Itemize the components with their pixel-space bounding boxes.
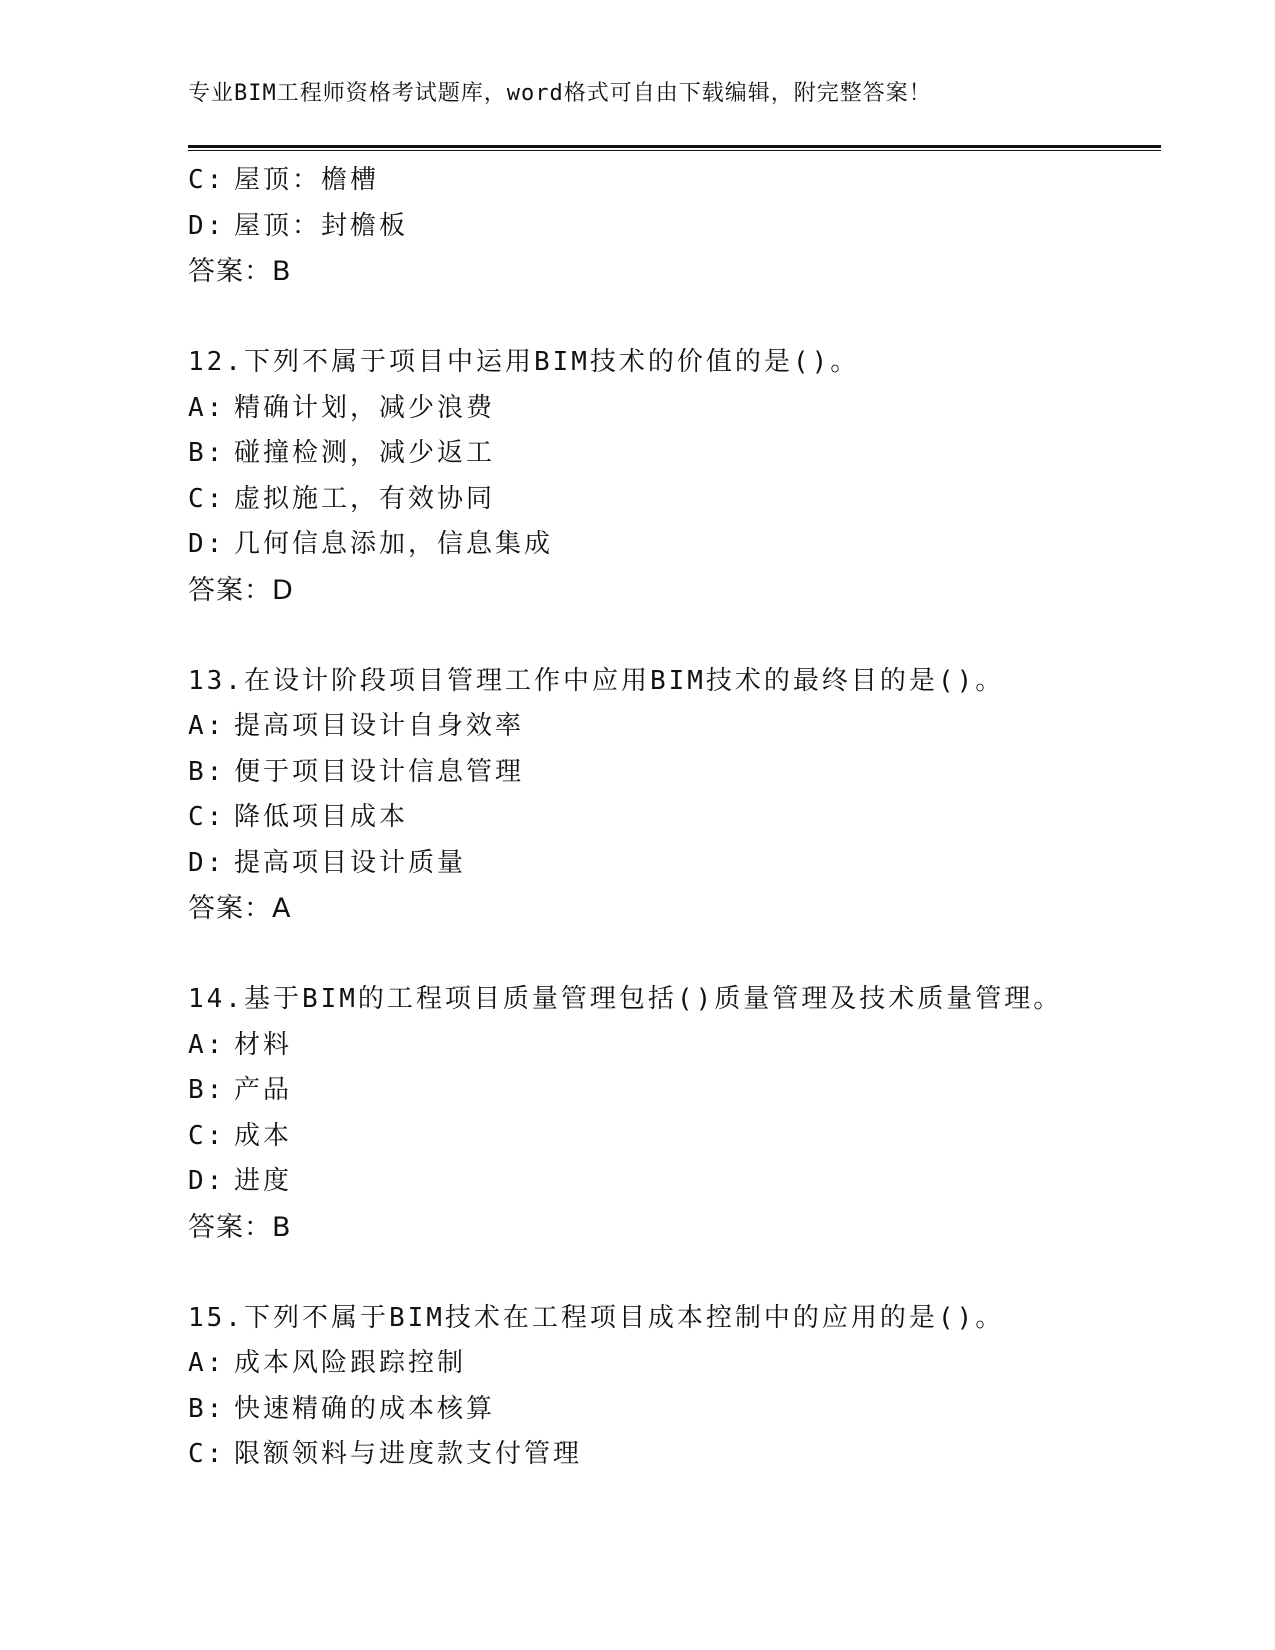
- option-text: 成本: [234, 1120, 293, 1151]
- header-rule-thick: [188, 145, 1161, 148]
- question-12-stem: 12.下列不属于项目中运用BIM技术的价值的是()。: [188, 347, 860, 377]
- option-letter: B:: [188, 1075, 226, 1105]
- option-text: 限额领料与进度款支付管理: [234, 1439, 583, 1469]
- option-c: [188, 158, 1161, 204]
- option-letter: A:: [188, 1029, 226, 1060]
- option-d: [188, 1159, 1161, 1205]
- question-14-stem: 14.基于BIM的工程项目质量管理包括()质量管理及技术质量管理。: [188, 984, 1063, 1014]
- option-text: 几何信息添加，信息集成: [234, 529, 554, 559]
- answer-line: 答案：A: [188, 893, 292, 924]
- option-c: [188, 1432, 1161, 1478]
- option-c: [188, 795, 1161, 841]
- option-text: 虚拟施工，有效协同: [234, 483, 496, 514]
- option-letter: B:: [188, 438, 226, 468]
- option-letter: D:: [188, 1166, 226, 1196]
- option-d: [188, 204, 1161, 250]
- option-a: [188, 1023, 1161, 1069]
- page-header: 专业BIM工程师资格考试题库，word格式可自由下载编辑，附完整答案！: [188, 81, 932, 106]
- option-letter: A:: [188, 711, 226, 741]
- question-13-stem: 13.在设计阶段项目管理工作中应用BIM技术的最终目的是()。: [188, 665, 1005, 696]
- answer-line: 答案：B: [188, 1211, 292, 1243]
- option-text: 材料: [234, 1029, 293, 1060]
- option-text: 碰撞检测，减少返工: [234, 438, 496, 468]
- option-letter: D:: [188, 847, 226, 878]
- option-text: 进度: [234, 1166, 293, 1196]
- option-text: 快速精确的成本核算: [234, 1393, 496, 1424]
- option-text: 便于项目设计信息管理: [234, 756, 525, 787]
- answer-line: 答案：D: [188, 574, 294, 606]
- option-letter: A:: [188, 1348, 226, 1378]
- option-b: [188, 1068, 1161, 1114]
- spacer: [188, 613, 1161, 659]
- option-text: 产品: [234, 1075, 293, 1105]
- option-letter: C:: [188, 802, 226, 832]
- option-letter: B:: [188, 1393, 226, 1424]
- option-letter: D:: [188, 529, 226, 559]
- option-letter: C:: [188, 165, 226, 195]
- option-d: [188, 522, 1161, 568]
- option-c: [188, 1114, 1161, 1160]
- spacer: [188, 1250, 1161, 1296]
- option-a: [188, 1341, 1161, 1387]
- option-text: 降低项目成本: [234, 802, 409, 832]
- option-letter: C:: [188, 1120, 226, 1151]
- option-a: [188, 704, 1161, 750]
- spacer: [188, 932, 1161, 978]
- option-a: [188, 386, 1161, 432]
- option-d: [188, 841, 1161, 887]
- spacer: [188, 295, 1161, 341]
- option-b: [188, 1387, 1161, 1433]
- option-b: [188, 431, 1161, 477]
- option-text: 屋顶：封檐板: [234, 210, 409, 241]
- option-letter: C:: [188, 483, 226, 514]
- option-text: 提高项目设计质量: [234, 847, 467, 878]
- option-letter: C:: [188, 1439, 226, 1469]
- answer-line: 答案：B: [188, 256, 292, 287]
- option-text: 屋顶：檐槽: [234, 165, 380, 195]
- option-text: 精确计划，减少浪费: [234, 392, 496, 423]
- question-list: [188, 158, 1161, 1478]
- option-text: 提高项目设计自身效率: [234, 711, 525, 741]
- header-rule-thin: [188, 150, 1161, 151]
- option-letter: B:: [188, 756, 226, 787]
- option-text: 成本风险跟踪控制: [234, 1348, 467, 1378]
- option-c: [188, 477, 1161, 523]
- question-15-stem: 15.下列不属于BIM技术在工程项目成本控制中的应用的是()。: [188, 1302, 1005, 1333]
- option-b: [188, 750, 1161, 796]
- option-letter: A:: [188, 392, 226, 423]
- option-letter: D:: [188, 210, 226, 241]
